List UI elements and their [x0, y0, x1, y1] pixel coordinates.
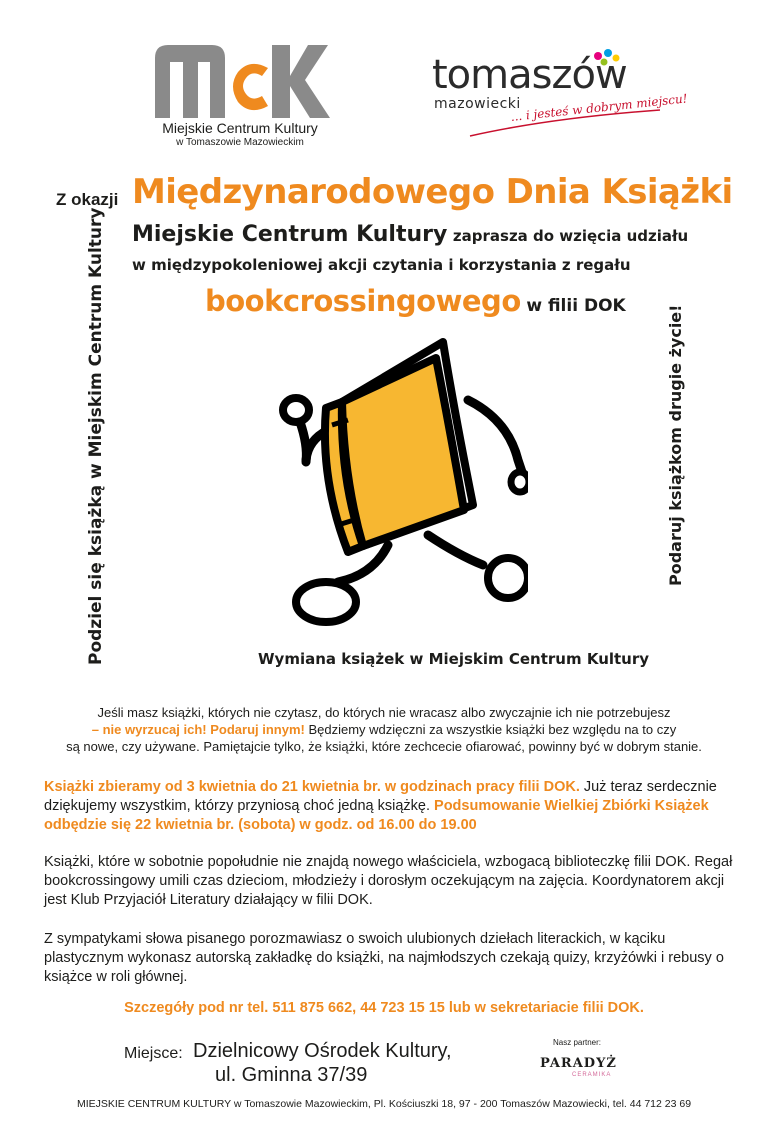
tomaszow-slogan: ... i jesteś w dobrym miejscu! — [510, 91, 689, 124]
partner-label: Nasz partner: — [553, 1038, 602, 1047]
partner-logo: PARADYŻ — [540, 1056, 617, 1071]
invite-text: zaprasza do wzięcia udziału — [452, 227, 689, 245]
tomaszow-sub: mazowiecki — [434, 96, 521, 112]
footer-address: MIEJSKIE CENTRUM KULTURY w Tomaszowie Mazowieckim, Pl. Kościuszki 18, 97 - 200 Tomaszów Mazowiecki, tel. 44 712 23 69 — [76, 1098, 692, 1110]
paragraph-collection — [44, 778, 744, 835]
tomaszow-wordmark: tomaszów — [432, 52, 627, 98]
action-line: w międzypokoleniowej akcji czytania i korzystania z regału — [132, 256, 631, 274]
paragraph-shelf: Książki, które w sobotnie popołudnie nie znajdą nowego właściciela, wzbogacą biblioteczkę filii DOK. Regał bookcrossingowy umili czas dzieciom, młodzieży i dorosłym oczekującym na zajęcia. Koordynatorem akcji jest Klub Przyjaciół Literatury działający w filii DOK. — [44, 854, 733, 908]
mck-name: Miejskie Centrum Kultury — [162, 120, 318, 136]
org-name: Miejskie Centrum Kultury — [132, 222, 448, 247]
branch-text: w filii DOK — [526, 296, 626, 316]
place-name: Dzielnicowy Ośrodek Kultury, — [193, 1040, 452, 1062]
contact-details: Szczegóły pod nr tel. 511 875 662, 44 723 15 15 lub w sekretariacie filii DOK. — [124, 1000, 644, 1016]
mck-location: w Tomaszowie Mazowieckim — [176, 137, 304, 148]
paragraph-activities: Z sympatykami słowa pisanego porozmawiasz o swoich ulubionych dziełach literackich, w kąciku plastycznym wykonasz autorską zakładkę do książki, na najmłodszych czekają quizy, krzyżówki i rebusy o książce w roli głównej. — [44, 931, 724, 985]
p1-text-a: Jeśli masz książki, których nie czytasz, do których nie wracasz albo zwyczajnie ich nie potrzebujesz — [97, 705, 671, 720]
p1-text-d: są nowe, czy używane. Pamiętajcie tylko, że książki, które zechcecie ofiarować, powinny być w dobrym stanie. — [66, 739, 702, 754]
p2-thanks: Już teraz serdecznie dziękujemy wszystkim, którzy przyniosą choć jedną książkę. — [44, 779, 717, 814]
page-title: Międzynarodowego Dnia Książki — [132, 172, 733, 212]
p1-highlight: – nie wyrzucaj ich! Podaruj innym! — [91, 722, 305, 737]
bookcrossing-highlight: bookcrossingowego — [205, 284, 521, 318]
place-label: Miejsce: — [124, 1045, 183, 1062]
side-text-left: Podziel się książką w Miejskim Centrum Kultury — [86, 207, 106, 665]
exchange-heading: Wymiana książek w Miejskim Centrum Kultury — [258, 650, 650, 668]
intro-text: Z okazji — [56, 190, 119, 209]
paragraph-intro — [30, 704, 738, 755]
side-text-right: Podaruj książkom drugie życie! — [666, 304, 685, 586]
invite-line — [132, 222, 688, 247]
bookcrossing-line — [205, 284, 626, 318]
running-book-illustration — [268, 330, 528, 630]
p1-text-c: Będziemy wdzięczni za wszystkie książki bez względu na to czy — [304, 722, 677, 737]
p2-dates: Książki zbieramy od 3 kwietnia do 21 kwietnia br. w godzinach pracy filii DOK. — [44, 779, 580, 795]
p2-summary: Podsumowanie Wielkiej Zbiórki Książek odbędzie się 22 kwietnia br. (sobota) w godz. od 16.00 do 19.00 — [44, 798, 709, 833]
place-address: ul. Gminna 37/39 — [215, 1064, 368, 1086]
partner-logo-sub: CERAMIKA — [572, 1072, 612, 1078]
